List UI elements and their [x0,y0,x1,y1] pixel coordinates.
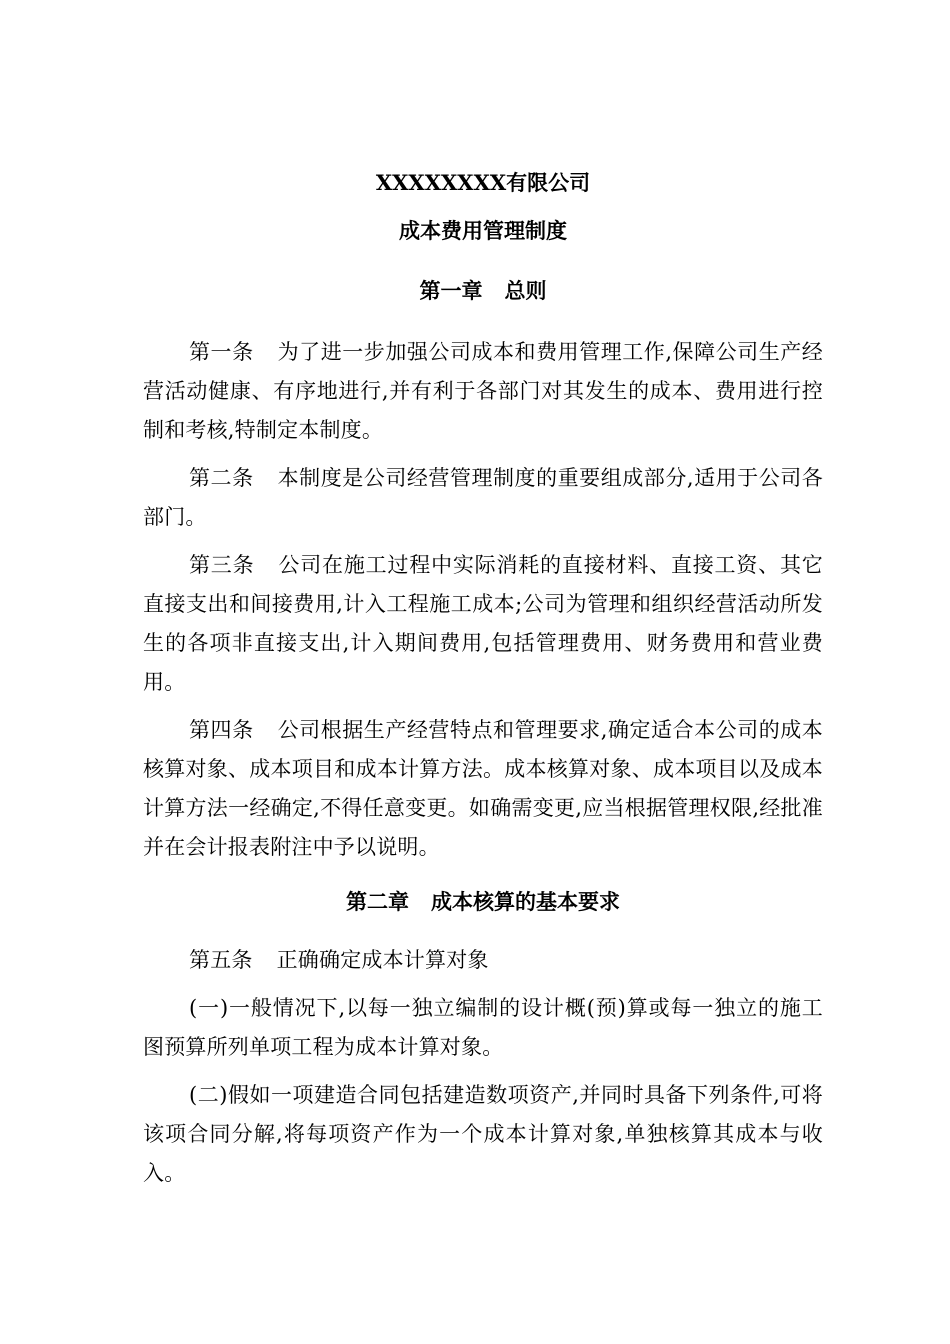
article-label: 第四条 [189,718,254,742]
article-3 [143,546,823,702]
article-label: 第二条 [189,466,254,490]
company-name: XXXXXXXX有限公司 [375,170,591,195]
chapter-name: 成本核算的基本要求 [431,889,620,914]
article-1 [143,333,823,450]
article-text: 公司在施工过程中实际消耗的直接材料、直接工资、其它直接支出和间接费用,计入工程施工成本;公司为管理和组织经营活动所发生的各项非直接支出,计入期间费用,包括管理费用、财务费用和营业费用。 [143,553,823,694]
article-2 [143,459,823,537]
article-text: 正确确定成本计算对象 [276,948,489,972]
chapter-heading-2 [143,887,823,917]
article-5 [143,941,823,980]
article-label: 第五条 [189,948,253,972]
chapter-name: 总则 [504,278,547,303]
document-body [143,168,823,1202]
article-text: 公司根据生产经营特点和管理要求,确定适合本公司的成本核算对象、成本项目和成本计算方法。成本核算对象、成本项目以及成本计算方法一经确定,不得任意变更。如确需变更,应当根据管理权限,经批准并在会计报表附注中予以说明。 [143,718,823,859]
sub-item-1: (一)一般情况下,以每一独立编制的设计概(预)算或每一独立的施工图预算所列单项工程为成本计算对象。 [143,996,823,1059]
article-label: 第一条 [189,340,254,364]
sub-item-2: (二)假如一项建造合同包括建造数项资产,并同时具备下列条件,可将该项合同分解,将每项资产作为一个成本计算对象,单独核算其成本与收入。 [143,1083,823,1185]
article-label: 第三条 [189,553,255,577]
document-title: 成本费用管理制度 [399,218,567,243]
article-4 [143,711,823,867]
chapter-number: 第一章 [419,278,483,303]
article-text: 为了进一步加强公司成本和费用管理工作,保障公司生产经营活动健康、有序地进行,并有利于各部门对其发生的成本、费用进行控制和考核,特制定本制度。 [143,340,823,442]
chapter-number: 第二章 [346,889,409,914]
chapter-heading-1 [143,276,823,306]
article-text: 本制度是公司经营管理制度的重要组成部分,适用于公司各部门。 [143,466,823,529]
